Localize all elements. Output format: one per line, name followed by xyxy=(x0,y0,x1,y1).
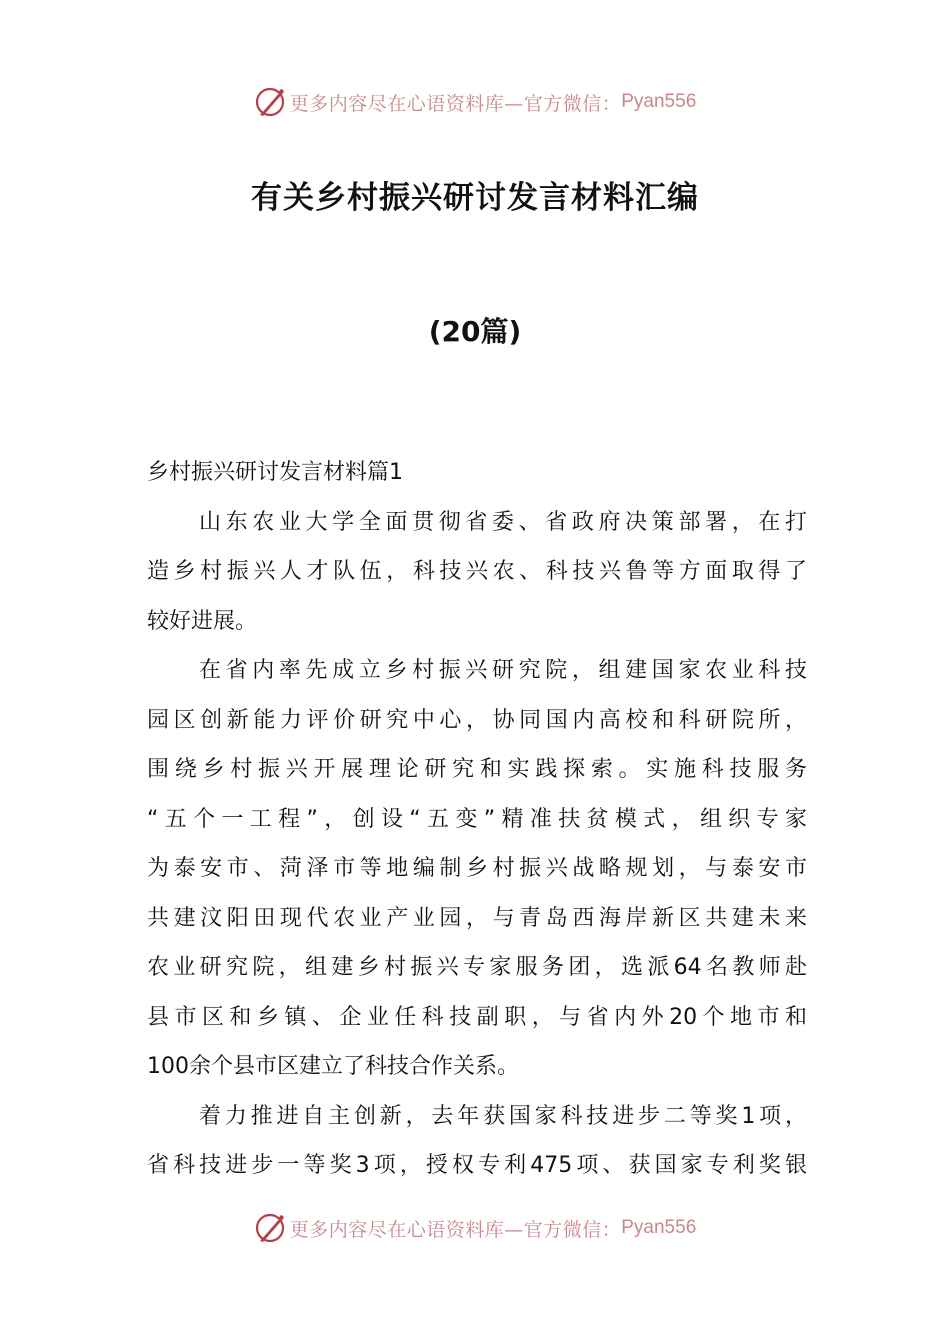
body-line: 县市区和乡镇、企业任科技副职，与省内外20个地市和 xyxy=(147,1004,807,1030)
quill-logo-icon xyxy=(254,85,288,119)
body-line: 农业研究院，组建乡村振兴专家服务团，选派64名教师赴 xyxy=(147,955,807,980)
body-line: 较好进展。 xyxy=(147,608,258,634)
body-line: 园区创新能力评价研究中心，协同国内高校和科研院所， xyxy=(147,707,807,733)
wechat-id: Pyan556 xyxy=(621,91,697,112)
body-line: 省科技进步一等奖3项，授权专利475项、获国家专利奖银 xyxy=(147,1153,807,1178)
body-line: “五个一工程”，创设“五变”精准扶贫模式，组织专家 xyxy=(147,806,807,832)
body-line: 着力推进自主创新，去年获国家科技进步二等奖1项， xyxy=(199,1103,807,1129)
banner-text: 更多内容尽在心语资料库—官方微信： xyxy=(289,1218,622,1241)
document-subtitle: (20篇) xyxy=(428,315,522,348)
quill-logo-icon xyxy=(254,1211,288,1245)
section-heading: 乡村振兴研讨发言材料篇1 xyxy=(147,460,403,485)
header-banner xyxy=(0,82,950,122)
body-line: 造乡村振兴人才队伍，科技兴农、科技兴鲁等方面取得了 xyxy=(147,559,807,584)
body-line: 为泰安市、菏泽市等地编制乡村振兴战略规划，与泰安市 xyxy=(147,856,807,881)
body-line: 围绕乡村振兴开展理论研究和实践探索。实施科技服务 xyxy=(147,757,807,782)
body-line: 在省内率先成立乡村振兴研究院，组建国家农业科技 xyxy=(199,658,807,683)
document-body xyxy=(147,448,807,1191)
body-line: 共建汶阳田现代农业产业园，与青岛西海岸新区共建未来 xyxy=(147,905,807,931)
document-title: 有关乡村振兴研讨发言材料汇编 xyxy=(251,180,699,216)
banner-text: 更多内容尽在心语资料库—官方微信： xyxy=(289,92,622,115)
body-line: 山东农业大学全面贯彻省委、省政府决策部署，在打 xyxy=(199,509,807,535)
wechat-id: Pyan556 xyxy=(621,1217,697,1238)
body-line: 100余个县市区建立了科技合作关系。 xyxy=(147,1054,519,1079)
footer-banner xyxy=(0,1208,950,1248)
